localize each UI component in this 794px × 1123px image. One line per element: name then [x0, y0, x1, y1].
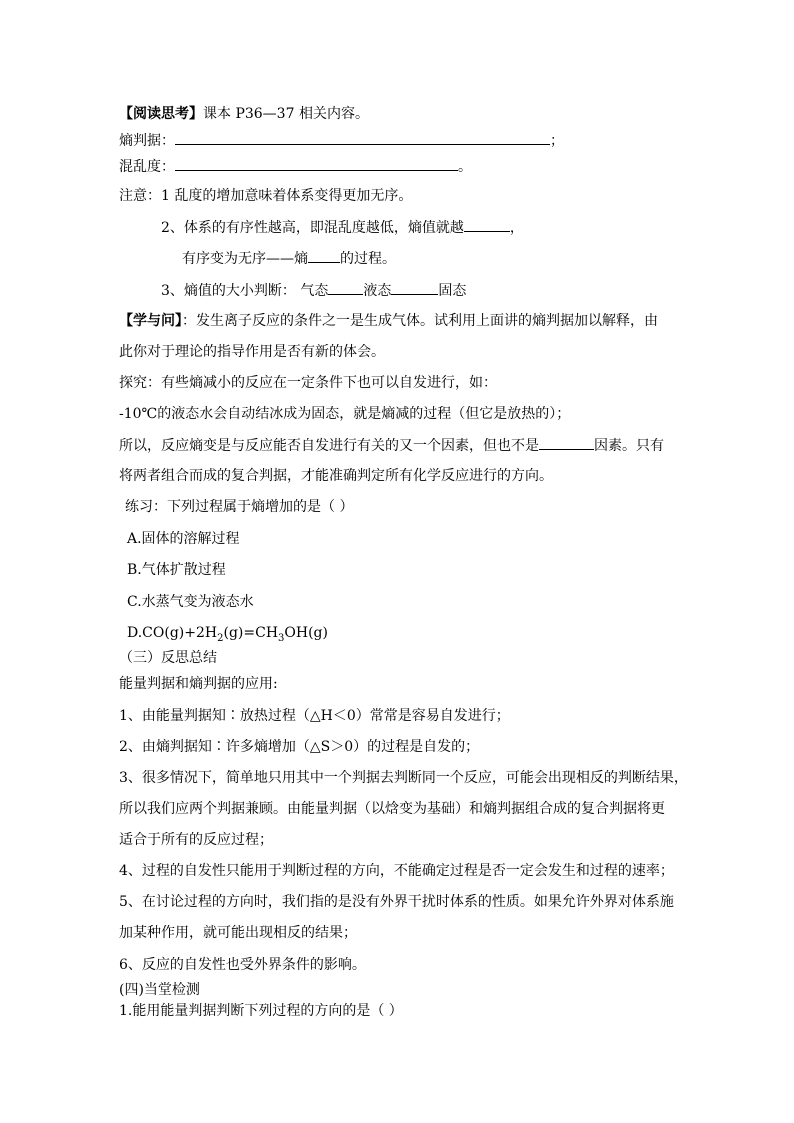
summary-point-3c: 适合于所有的反应过程；	[119, 832, 273, 848]
explore-line-3	[119, 435, 664, 456]
option-d-part-2: (g)=CH	[223, 625, 279, 641]
summary-point-5a: 5、在讨论过程的方向时，我们指的是没有外界干扰时体系的性质。如果允许外界对体系施	[119, 894, 674, 910]
note-2b-post: 的过程。	[340, 251, 396, 267]
summary-point-2: 2、由熵判据知∶许多熵增加（△S＞0）的过程是自发的；	[119, 739, 480, 755]
disorder-blank[interactable]	[175, 156, 458, 171]
reading-text: 课本 P36—37 相关内容。	[203, 106, 369, 122]
summary-point-5b: 加某种作用，就可能出现相反的结果；	[119, 925, 357, 941]
note-3	[161, 280, 466, 301]
explore-blank[interactable]	[539, 435, 594, 450]
disorder-end: 。	[458, 159, 472, 175]
explore-line-2: -10℃的液态水会自动结冰成为固态，就是熵减的过程（但它是放热的）；	[119, 406, 571, 422]
exercise-option-c[interactable]: C.水蒸气变为液态水	[127, 594, 254, 610]
note-3-blank-1[interactable]	[328, 280, 363, 295]
disorder-line	[119, 156, 472, 177]
note-3-pre: 3、熵值的大小判断： 气态	[161, 283, 329, 299]
option-d-sub-1: 2	[217, 632, 224, 644]
option-d-part-1: D.CO(g)+2H	[127, 625, 218, 641]
note-2a-end: ，	[509, 220, 524, 236]
note-3-mid: 液态	[363, 283, 392, 299]
note-2a-blank[interactable]	[464, 217, 510, 232]
entropy-criterion-line	[119, 130, 564, 151]
note-2b-pre: 有序变为无序——熵	[182, 251, 308, 267]
explore-line-3-pre: 所以，反应熵变是与反应能否自发进行有关的又一个因素，但也不是	[119, 438, 539, 454]
exercise-option-b[interactable]: B.气体扩散过程	[127, 562, 226, 578]
explore-line-3-post: 因素。只有	[594, 438, 664, 454]
disorder-label: 混乱度：	[119, 159, 175, 175]
learn-ask-line-1	[119, 311, 658, 331]
learn-ask-label: 【学与问】	[119, 313, 182, 329]
check-question-1: 1.能用能量判据判断下列过程的方向的是（ ）	[119, 1003, 403, 1019]
note-3-blank-2[interactable]	[391, 280, 438, 295]
entropy-criterion-end: ；	[550, 133, 564, 149]
option-d-part-3: OH(g)	[284, 625, 328, 641]
exercise-option-d[interactable]	[127, 623, 328, 643]
reading-label: 【阅读思考】	[119, 106, 203, 122]
summary-point-4: 4、过程的自发性只能用于判断过程的方向，不能确定过程是否一定会发生和过程的速率；	[119, 863, 674, 879]
reading-line	[119, 104, 369, 124]
learn-ask-line-2: 此你对于理论的指导作用是否有新的体会。	[119, 344, 385, 360]
summary-heading: （三）反思总结	[119, 650, 217, 666]
learn-ask-text-1: ：发生离子反应的条件之一是生成气体。试利用上面讲的熵判据加以解释，由	[182, 313, 658, 329]
exercise-option-a[interactable]: A.固体的溶解过程	[127, 531, 240, 547]
note-2a	[161, 217, 524, 238]
summary-point-6: 6、反应的自发性也受外界条件的影响。	[119, 957, 366, 973]
entropy-criterion-label: 熵判据：	[119, 133, 175, 149]
explore-line-4: 将两者组合而成的复合判据，才能准确判定所有化学反应进行的方向。	[119, 468, 553, 484]
summary-point-3a: 3、很多情况下，简单地只用其中一个判据去判断同一个反应，可能会出现相反的判断结果，	[119, 770, 688, 786]
summary-point-1: 1、由能量判据知∶放热过程（△H＜0）常常是容易自发进行；	[119, 708, 510, 724]
explore-line-1: 探究：有些熵减小的反应在一定条件下也可以自发进行，如：	[119, 375, 497, 391]
note-3-post: 固态	[438, 283, 467, 299]
entropy-criterion-blank[interactable]	[175, 130, 550, 145]
summary-intro: 能量判据和熵判据的应用:	[119, 676, 278, 692]
check-heading: (四)当堂检测	[119, 982, 200, 998]
exercise-question: 练习：下列过程属于熵增加的是（ ）	[125, 499, 354, 515]
note-2b	[182, 248, 396, 269]
note-1: 注意：1 乱度的增加意味着体系变得更加无序。	[119, 188, 413, 204]
note-2b-blank[interactable]	[308, 248, 340, 263]
summary-point-3b: 所以我们应两个判据兼顾。由能量判据（以焓变为基础）和熵判据组合成的复合判据将更	[119, 801, 665, 817]
note-2a-text: 2、体系的有序性越高，即混乱度越低，熵值就越	[161, 220, 464, 236]
option-d-sub-2: 3	[278, 632, 285, 644]
